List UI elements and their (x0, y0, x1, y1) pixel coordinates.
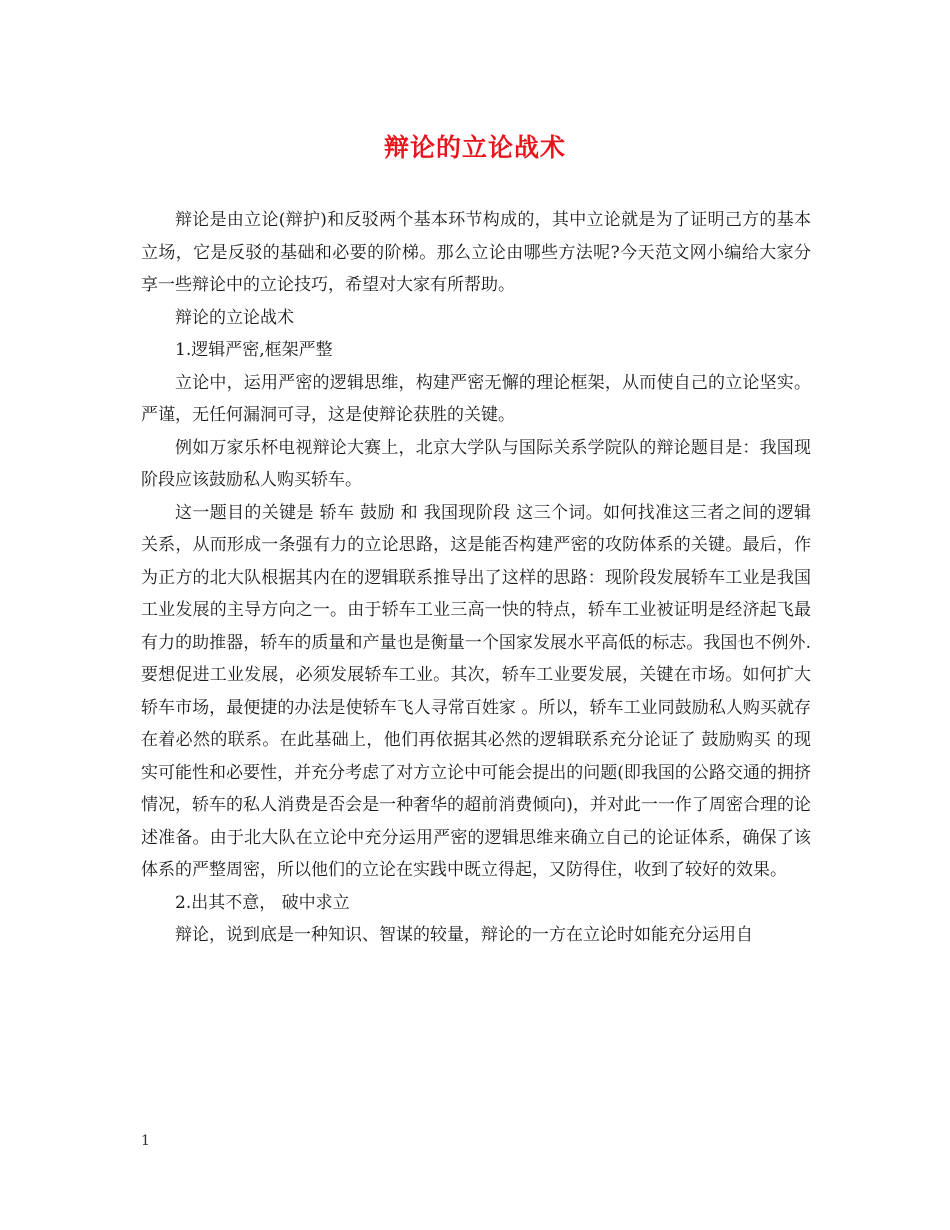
document-body (141, 204, 811, 952)
paragraph-continued: 辩论，说到底是一种知识、智谋的较量，辩论的一方在立论时如能充分运用自 (175, 925, 753, 945)
page-number: 1 (141, 1133, 150, 1149)
paragraph-intro: 辩论是由立论(辩护)和反驳两个基本环节构成的，其中立论就是为了证明己方的基本立场，它是反驳的基础和必要的阶梯。那么立论由哪些方法呢?今天范文网小编给大家分享一些辩论中的立论技巧，希望对大家有所帮助。 (141, 210, 811, 295)
paragraph-body: 立论中，运用严密的逻辑思维，构建严密无懈的理论框架，从而使自己的立论坚实。严谨，无任何漏洞可寻，这是使辩论获胜的关键。 (141, 372, 811, 425)
paragraph-analysis: 这一题目的关键是 轿车 鼓励 和 我国现阶段 这三个词。如何找准这三者之间的逻辑关系，从而形成一条强有力的立论思路，这是能否构建严密的攻防体系的关键。最后，作为正方的北大队根据其内在的逻辑联系推导出了这样的思路：现阶段发展轿车工业是我国工业发展的主导方向之一。由于轿车工业三高一快的特点，轿车工业被证明是经济起飞最有力的助推器，轿车的质量和产量也是衡量一个国家发展水平高低的标志。我国也不例外.要想促进工业发展，必须发展轿车工业。其次，轿车工业要发展，关键在市场。如何扩大轿车市场，最便捷的办法是使轿车飞人寻常百姓家 。所以，轿车工业同鼓励私人购买就存在着必然的联系。在此基础上，他们再依据其必然的逻辑联系充分论证了 鼓励购买 的现实可能性和必要性，并充分考虑了对方立论中可能会提出的问题(即我国的公路交通的拥挤情况，轿车的私人消费是否会是一种奢华的超前消费倾向)，并对此一一作了周密合理的论述准备。由于北大队在立论中充分运用严密的逻辑思维来确立自己的论证体系，确保了该体系的严整周密，所以他们的立论在实践中既立得起，又防得住，收到了较好的效果。 (141, 502, 811, 880)
paragraph-example: 例如万家乐杯电视辩论大赛上，北京大学队与国际关系学院队的辩论题目是：我国现阶段应该鼓励私人购买轿车。 (141, 437, 811, 490)
paragraph-subheading-1: 1.逻辑严密,框架严整 (175, 340, 333, 360)
paragraph-subheading-2: 2.出其不意， 破中求立 (175, 892, 350, 913)
paragraph-section-heading: 辩论的立论战术 (175, 307, 294, 328)
document-title: 辩论的立论战术 (383, 133, 566, 162)
